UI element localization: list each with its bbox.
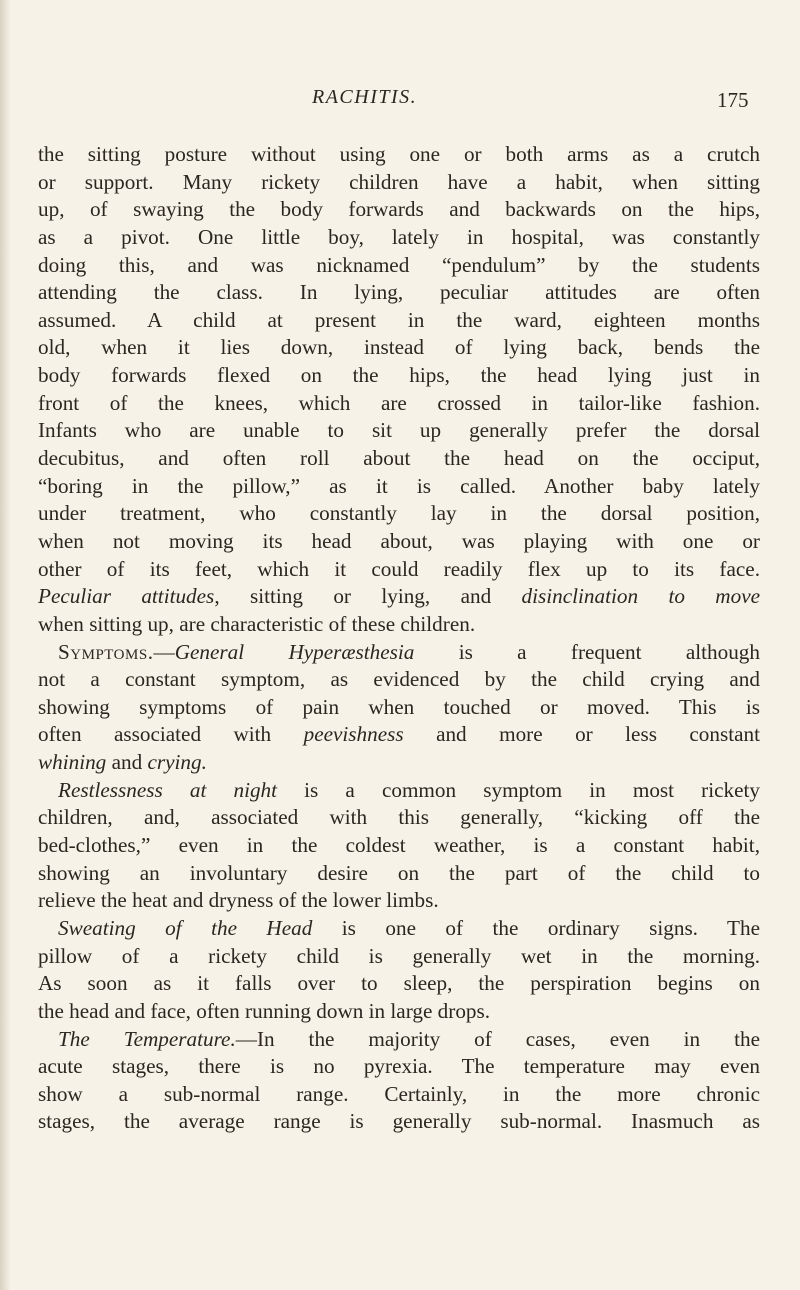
text-line — [38, 970, 760, 998]
text-line — [38, 1081, 760, 1109]
text-line — [38, 860, 760, 888]
italic-text: General Hyperæsthesia — [174, 639, 415, 664]
text-line — [38, 334, 760, 362]
text-segment: other of its feet, which it could readily flex up to its face. — [38, 556, 760, 581]
text-segment: attending the class. In lying, peculiar attitudes are often — [38, 280, 760, 305]
text-segment: or support. Many rickety children have a habit, when sitting — [38, 169, 760, 194]
text-segment: acute stages, there is no pyrexia. The temperature may even — [38, 1054, 760, 1079]
text-segment: — — [153, 639, 175, 664]
text-line — [38, 417, 760, 445]
text-line — [38, 749, 760, 777]
text-line — [38, 998, 760, 1026]
text-line — [38, 252, 760, 280]
text-line — [38, 500, 760, 528]
text-line — [38, 169, 760, 197]
page-header — [0, 86, 800, 120]
italic-text: Restlessness at night — [58, 777, 278, 802]
page-edge-shadow — [0, 0, 10, 1290]
text-segment: the head and face, often running down in large drops. — [38, 998, 491, 1023]
text-segment: when not moving its head about, was playing with one or — [38, 528, 760, 553]
text-line — [38, 196, 760, 224]
italic-text: crying. — [147, 750, 207, 775]
text-line — [38, 943, 760, 971]
text-line — [38, 473, 760, 501]
text-line — [38, 390, 760, 418]
text-line — [38, 307, 760, 335]
text-segment: , sitting or lying, and — [214, 584, 522, 609]
text-line — [38, 639, 760, 667]
text-segment: showing symptoms of pain when touched or moved. This is — [38, 694, 760, 719]
text-segment: as a pivot. One little boy, lately in hospital, was constantly — [38, 224, 760, 249]
text-line — [38, 666, 760, 694]
text-segment: “boring in the pillow,” as it is called. Another baby lately — [38, 473, 760, 498]
text-segment: children, and, associated with this generally, “kicking off the — [38, 805, 760, 830]
section-heading: Symptoms. — [58, 639, 154, 664]
text-segment: is a common symptom in most rickety — [277, 777, 760, 802]
text-line — [38, 224, 760, 252]
text-segment: —In the majority of cases, even in the — [235, 1026, 760, 1051]
text-line — [38, 1026, 760, 1054]
body-text — [38, 141, 760, 1136]
text-line — [38, 279, 760, 307]
text-segment: and — [106, 750, 148, 775]
text-line — [38, 915, 760, 943]
text-line — [38, 528, 760, 556]
text-segment: and more or less constant — [403, 722, 760, 747]
text-line — [38, 804, 760, 832]
text-line — [38, 832, 760, 860]
text-line — [38, 611, 760, 639]
text-segment: pillow of a rickety child is generally wet in the morning. — [38, 943, 760, 968]
text-line — [38, 556, 760, 584]
italic-text: whining — [38, 750, 107, 775]
italic-text: peevishness — [303, 722, 404, 747]
text-segment: when sitting up, are characteristic of these children. — [38, 611, 476, 636]
italic-text: disinclination to move — [521, 584, 761, 609]
text-segment: assumed. A child at present in the ward, eighteen months — [38, 307, 760, 332]
italic-text: Sweating of the Head — [58, 915, 313, 940]
text-segment: old, when it lies down, instead of lying back, bends the — [38, 335, 760, 360]
text-segment: up, of swaying the body forwards and backwards on the hips, — [38, 197, 760, 222]
text-line — [38, 1053, 760, 1081]
text-segment: is one of the ordinary signs. The — [312, 915, 760, 940]
page-number: 175 — [717, 88, 749, 112]
text-segment: showing an involuntary desire on the part of the child to — [38, 860, 760, 885]
text-line — [38, 1108, 760, 1136]
text-segment: the sitting posture without using one or both arms as a crutch — [38, 142, 760, 166]
text-line — [38, 777, 760, 805]
text-segment: decubitus, and often roll about the head on the occiput, — [38, 446, 760, 471]
text-segment: often associated with — [38, 722, 304, 747]
text-line — [38, 694, 760, 722]
text-line — [38, 583, 760, 611]
text-segment: doing this, and was nicknamed “pendulum” by the students — [38, 252, 760, 277]
text-line — [38, 445, 760, 473]
italic-text: The Temperature. — [58, 1026, 236, 1051]
text-segment: front of the knees, which are crossed in tailor-like fashion. — [38, 390, 760, 415]
text-segment: relieve the heat and dryness of the lower limbs. — [38, 888, 439, 913]
running-head: RACHITIS. — [312, 86, 418, 108]
italic-text: Peculiar attitudes — [38, 584, 215, 609]
text-segment: body forwards flexed on the hips, the head lying just in — [38, 363, 760, 388]
text-segment: bed-clothes,” even in the coldest weather, is a constant habit, — [38, 833, 760, 858]
text-line — [38, 141, 760, 169]
text-segment: As soon as it falls over to sleep, the perspiration begins on — [38, 971, 760, 996]
text-segment: under treatment, who constantly lay in the dorsal position, — [38, 501, 760, 526]
text-segment: Infants who are unable to sit up generally prefer the dorsal — [38, 418, 760, 443]
text-line — [38, 887, 760, 915]
text-segment: stages, the average range is generally sub-normal. Inasmuch as — [38, 1109, 760, 1134]
text-segment: is a frequent although — [414, 639, 760, 664]
text-line — [38, 362, 760, 390]
text-line — [38, 721, 760, 749]
text-segment: not a constant symptom, as evidenced by the child crying and — [38, 667, 760, 692]
text-segment: show a sub-normal range. Certainly, in the more chronic — [38, 1081, 760, 1106]
